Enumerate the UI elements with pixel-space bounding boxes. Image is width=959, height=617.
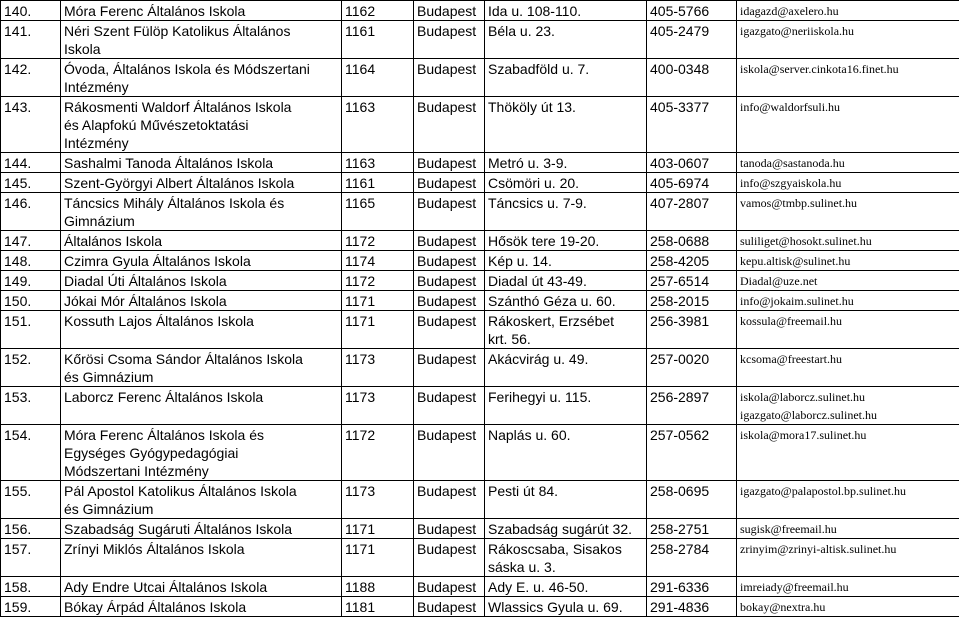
table-row bbox=[1, 251, 959, 271]
zip-code-cell: 1163 bbox=[342, 97, 414, 153]
phone-cell: 258-4205 bbox=[647, 251, 737, 271]
email-cell bbox=[737, 1, 959, 21]
zip-code-cell: 1173 bbox=[342, 349, 414, 387]
table-row bbox=[1, 271, 959, 291]
school-name-line: Diadal Úti Általános Iskola bbox=[64, 272, 338, 290]
school-name-cell bbox=[61, 519, 342, 539]
phone-cell: 258-2751 bbox=[647, 519, 737, 539]
zip-code-cell: 1161 bbox=[342, 21, 414, 59]
email-link[interactable]: tanoda@sastanoda.hu bbox=[740, 154, 956, 172]
school-name-cell bbox=[61, 291, 342, 311]
table-row bbox=[1, 21, 959, 59]
email-cell bbox=[737, 59, 959, 97]
table-row bbox=[1, 539, 959, 577]
school-name-line: és Alapfokú Művészetoktatási bbox=[64, 116, 338, 134]
phone-cell: 405-5766 bbox=[647, 1, 737, 21]
address-line: Rákoskert, Erzsébet bbox=[488, 312, 643, 330]
city-cell: Budapest bbox=[414, 21, 485, 59]
school-name-line: Móra Ferenc Általános Iskola bbox=[64, 2, 338, 20]
school-name-cell bbox=[61, 193, 342, 231]
school-name-line: Egységes Gyógypedagógiai bbox=[64, 444, 338, 462]
school-name-line: és Gimnázium bbox=[64, 368, 338, 386]
school-name-cell bbox=[61, 271, 342, 291]
school-name-cell bbox=[61, 153, 342, 173]
email-link[interactable]: vamos@tmbp.sulinet.hu bbox=[740, 194, 956, 212]
row-number-cell: 158. bbox=[1, 577, 61, 597]
email-cell bbox=[737, 539, 959, 577]
row-number-cell: 145. bbox=[1, 173, 61, 193]
phone-cell: 403-0607 bbox=[647, 153, 737, 173]
email-link[interactable]: igazgato@laborcz.sulinet.hu bbox=[740, 406, 956, 424]
city-cell: Budapest bbox=[414, 1, 485, 21]
address-line: Hősök tere 19-20. bbox=[488, 232, 643, 250]
row-number-cell: 153. bbox=[1, 387, 61, 425]
school-name-cell bbox=[61, 425, 342, 481]
address-line: krt. 56. bbox=[488, 330, 643, 348]
school-name-cell bbox=[61, 1, 342, 21]
zip-code-cell: 1172 bbox=[342, 425, 414, 481]
school-name-line: Szabadság Sugáruti Általános Iskola bbox=[64, 520, 338, 538]
zip-code-cell: 1161 bbox=[342, 173, 414, 193]
zip-code-cell: 1162 bbox=[342, 1, 414, 21]
email-link[interactable]: imreiady@freemail.hu bbox=[740, 578, 956, 596]
row-number-cell: 157. bbox=[1, 539, 61, 577]
address-line: Szabadság sugárút 32. bbox=[488, 520, 643, 538]
email-link[interactable]: Diadal@uze.net bbox=[740, 272, 956, 290]
school-name-line: és Gimnázium bbox=[64, 500, 338, 518]
zip-code-cell: 1163 bbox=[342, 153, 414, 173]
school-name-cell bbox=[61, 97, 342, 153]
school-name-cell bbox=[61, 539, 342, 577]
table-row bbox=[1, 425, 959, 481]
phone-cell: 256-2897 bbox=[647, 387, 737, 425]
school-name-cell bbox=[61, 173, 342, 193]
row-number-cell: 150. bbox=[1, 291, 61, 311]
email-link[interactable]: igazgato@neriiskola.hu bbox=[740, 22, 956, 40]
school-name-cell bbox=[61, 59, 342, 97]
school-name-line: Pál Apostol Katolikus Általános Iskola bbox=[64, 482, 338, 500]
email-cell bbox=[737, 21, 959, 59]
email-cell bbox=[737, 311, 959, 349]
table-row bbox=[1, 231, 959, 251]
email-link[interactable]: zrinyim@zrinyi-altisk.sulinet.hu bbox=[740, 540, 956, 558]
email-cell bbox=[737, 231, 959, 251]
address-cell bbox=[485, 291, 647, 311]
school-name-line: Óvoda, Általános Iskola és Módszertani bbox=[64, 60, 338, 78]
address-cell bbox=[485, 271, 647, 291]
city-cell: Budapest bbox=[414, 97, 485, 153]
city-cell: Budapest bbox=[414, 311, 485, 349]
phone-cell: 258-2784 bbox=[647, 539, 737, 577]
address-cell bbox=[485, 311, 647, 349]
row-number-cell: 140. bbox=[1, 1, 61, 21]
table-row bbox=[1, 97, 959, 153]
row-number-cell: 151. bbox=[1, 311, 61, 349]
address-line: Naplás u. 60. bbox=[488, 426, 643, 444]
address-cell bbox=[485, 425, 647, 481]
table-row bbox=[1, 349, 959, 387]
address-line: Ady E. u. 46-50. bbox=[488, 578, 643, 596]
table-row bbox=[1, 153, 959, 173]
zip-code-cell: 1171 bbox=[342, 519, 414, 539]
email-link[interactable]: iskola@server.cinkota16.finet.hu bbox=[740, 60, 956, 78]
school-name-line: Bókay Árpád Általános Iskola bbox=[64, 598, 338, 616]
city-cell: Budapest bbox=[414, 59, 485, 97]
phone-cell: 258-2015 bbox=[647, 291, 737, 311]
zip-code-cell: 1188 bbox=[342, 577, 414, 597]
school-name-line: Zrínyi Miklós Általános Iskola bbox=[64, 540, 338, 558]
zip-code-cell: 1171 bbox=[342, 291, 414, 311]
address-line: Pesti út 84. bbox=[488, 482, 643, 500]
table-row bbox=[1, 519, 959, 539]
email-link[interactable]: iskola@laborcz.sulinet.hu bbox=[740, 388, 956, 406]
email-cell bbox=[737, 291, 959, 311]
table-row bbox=[1, 291, 959, 311]
email-cell bbox=[737, 153, 959, 173]
row-number-cell: 152. bbox=[1, 349, 61, 387]
phone-cell: 258-0688 bbox=[647, 231, 737, 251]
email-cell bbox=[737, 271, 959, 291]
school-name-line: Móra Ferenc Általános Iskola és bbox=[64, 426, 338, 444]
phone-cell: 405-6974 bbox=[647, 173, 737, 193]
row-number-cell: 146. bbox=[1, 193, 61, 231]
address-line: Csömöri u. 20. bbox=[488, 174, 643, 192]
phone-cell: 257-0562 bbox=[647, 425, 737, 481]
address-cell bbox=[485, 193, 647, 231]
email-link[interactable]: info@jokaim.sulinet.hu bbox=[740, 292, 956, 310]
address-cell bbox=[485, 231, 647, 251]
city-cell: Budapest bbox=[414, 519, 485, 539]
email-cell bbox=[737, 173, 959, 193]
email-cell bbox=[737, 577, 959, 597]
email-cell bbox=[737, 251, 959, 271]
city-cell: Budapest bbox=[414, 153, 485, 173]
address-cell bbox=[485, 519, 647, 539]
address-cell bbox=[485, 597, 647, 617]
email-link[interactable]: bokay@nextra.hu bbox=[740, 598, 956, 616]
email-link[interactable]: kepu.altisk@sulinet.hu bbox=[740, 252, 956, 270]
address-line: Szabadföld u. 7. bbox=[488, 60, 643, 78]
zip-code-cell: 1172 bbox=[342, 231, 414, 251]
email-cell bbox=[737, 193, 959, 231]
zip-code-cell: 1173 bbox=[342, 481, 414, 519]
city-cell: Budapest bbox=[414, 349, 485, 387]
table-row bbox=[1, 59, 959, 97]
school-name-cell bbox=[61, 21, 342, 59]
email-cell bbox=[737, 349, 959, 387]
city-cell: Budapest bbox=[414, 481, 485, 519]
city-cell: Budapest bbox=[414, 291, 485, 311]
school-name-line: Rákosmenti Waldorf Általános Iskola bbox=[64, 98, 338, 116]
phone-cell: 400-0348 bbox=[647, 59, 737, 97]
address-line: Wlassics Gyula u. 69. bbox=[488, 598, 643, 616]
address-cell bbox=[485, 97, 647, 153]
row-number-cell: 147. bbox=[1, 231, 61, 251]
school-name-line: Általános Iskola bbox=[64, 232, 338, 250]
city-cell: Budapest bbox=[414, 271, 485, 291]
table-row bbox=[1, 387, 959, 425]
phone-cell: 405-3377 bbox=[647, 97, 737, 153]
school-name-line: Szent-Györgyi Albert Általános Iskola bbox=[64, 174, 338, 192]
address-cell bbox=[485, 539, 647, 577]
city-cell: Budapest bbox=[414, 193, 485, 231]
address-line: Ida u. 108-110. bbox=[488, 2, 643, 20]
school-name-cell bbox=[61, 311, 342, 349]
row-number-cell: 144. bbox=[1, 153, 61, 173]
email-cell bbox=[737, 481, 959, 519]
address-cell bbox=[485, 173, 647, 193]
school-name-line: Intézmény bbox=[64, 78, 338, 96]
row-number-cell: 141. bbox=[1, 21, 61, 59]
row-number-cell: 159. bbox=[1, 597, 61, 617]
phone-cell: 257-0020 bbox=[647, 349, 737, 387]
school-name-line: Ady Endre Utcai Általános Iskola bbox=[64, 578, 338, 596]
zip-code-cell: 1165 bbox=[342, 193, 414, 231]
address-line: Thököly út 13. bbox=[488, 98, 643, 116]
school-name-line: Intézmény bbox=[64, 134, 338, 152]
table-row bbox=[1, 1, 959, 21]
address-line: Szánthó Géza u. 60. bbox=[488, 292, 643, 310]
school-name-line: Néri Szent Fülöp Katolikus Általános bbox=[64, 22, 338, 40]
table-row bbox=[1, 311, 959, 349]
school-name-cell bbox=[61, 251, 342, 271]
address-cell bbox=[485, 21, 647, 59]
city-cell: Budapest bbox=[414, 539, 485, 577]
email-link[interactable]: sugisk@freemail.hu bbox=[740, 520, 956, 538]
zip-code-cell: 1171 bbox=[342, 539, 414, 577]
phone-cell: 407-2807 bbox=[647, 193, 737, 231]
address-cell bbox=[485, 387, 647, 425]
row-number-cell: 148. bbox=[1, 251, 61, 271]
address-cell bbox=[485, 577, 647, 597]
zip-code-cell: 1173 bbox=[342, 387, 414, 425]
school-name-line: Czimra Gyula Általános Iskola bbox=[64, 252, 338, 270]
email-link[interactable]: kcsoma@freestart.hu bbox=[740, 350, 956, 368]
phone-cell: 258-0695 bbox=[647, 481, 737, 519]
city-cell: Budapest bbox=[414, 387, 485, 425]
email-cell bbox=[737, 519, 959, 539]
address-cell bbox=[485, 481, 647, 519]
email-link[interactable]: info@szgyaiskola.hu bbox=[740, 174, 956, 192]
city-cell: Budapest bbox=[414, 425, 485, 481]
address-line: Akácvirág u. 49. bbox=[488, 350, 643, 368]
address-cell bbox=[485, 349, 647, 387]
row-number-cell: 154. bbox=[1, 425, 61, 481]
school-name-cell bbox=[61, 481, 342, 519]
row-number-cell: 149. bbox=[1, 271, 61, 291]
school-name-line: Kossuth Lajos Általános Iskola bbox=[64, 312, 338, 330]
table-body bbox=[1, 1, 959, 617]
row-number-cell: 155. bbox=[1, 481, 61, 519]
email-link[interactable]: iskola@mora17.sulinet.hu bbox=[740, 426, 956, 444]
city-cell: Budapest bbox=[414, 173, 485, 193]
address-line: Diadal út 43-49. bbox=[488, 272, 643, 290]
school-name-line: Jókai Mór Általános Iskola bbox=[64, 292, 338, 310]
school-name-cell bbox=[61, 231, 342, 251]
table-row bbox=[1, 597, 959, 617]
school-name-cell bbox=[61, 349, 342, 387]
zip-code-cell: 1174 bbox=[342, 251, 414, 271]
address-line: Rákoscsaba, Sisakos bbox=[488, 540, 643, 558]
email-cell bbox=[737, 597, 959, 617]
table-row bbox=[1, 577, 959, 597]
email-link[interactable]: igazgato@palapostol.bp.sulinet.hu bbox=[740, 482, 956, 500]
zip-code-cell: 1172 bbox=[342, 271, 414, 291]
school-name-line: Táncsics Mihály Általános Iskola és bbox=[64, 194, 338, 212]
email-link[interactable]: kossula@freemail.hu bbox=[740, 312, 956, 330]
school-name-cell bbox=[61, 387, 342, 425]
table-row bbox=[1, 173, 959, 193]
phone-cell: 256-3981 bbox=[647, 311, 737, 349]
zip-code-cell: 1164 bbox=[342, 59, 414, 97]
table-row bbox=[1, 481, 959, 519]
phone-cell: 257-6514 bbox=[647, 271, 737, 291]
email-link[interactable]: suliliget@hosokt.sulinet.hu bbox=[740, 232, 956, 250]
school-name-cell bbox=[61, 577, 342, 597]
email-cell bbox=[737, 387, 959, 425]
email-link[interactable]: idagazd@axelero.hu bbox=[740, 2, 956, 20]
city-cell: Budapest bbox=[414, 597, 485, 617]
school-name-cell bbox=[61, 597, 342, 617]
school-name-line: Iskola bbox=[64, 40, 338, 58]
zip-code-cell: 1171 bbox=[342, 311, 414, 349]
address-line: Ferihegyi u. 115. bbox=[488, 388, 643, 406]
address-cell bbox=[485, 251, 647, 271]
address-cell bbox=[485, 153, 647, 173]
address-line: Béla u. 23. bbox=[488, 22, 643, 40]
table-row bbox=[1, 193, 959, 231]
zip-code-cell: 1181 bbox=[342, 597, 414, 617]
row-number-cell: 142. bbox=[1, 59, 61, 97]
city-cell: Budapest bbox=[414, 231, 485, 251]
school-name-line: Laborcz Ferenc Általános Iskola bbox=[64, 388, 338, 406]
city-cell: Budapest bbox=[414, 251, 485, 271]
row-number-cell: 156. bbox=[1, 519, 61, 539]
email-cell bbox=[737, 97, 959, 153]
phone-cell: 291-6336 bbox=[647, 577, 737, 597]
school-name-line: Módszertani Intézmény bbox=[64, 462, 338, 480]
phone-cell: 405-2479 bbox=[647, 21, 737, 59]
address-line: sáska u. 3. bbox=[488, 558, 643, 576]
address-cell bbox=[485, 1, 647, 21]
school-name-line: Gimnázium bbox=[64, 212, 338, 230]
school-name-line: Kőrösi Csoma Sándor Általános Iskola bbox=[64, 350, 338, 368]
email-link[interactable]: info@waldorfsuli.hu bbox=[740, 98, 956, 116]
email-cell bbox=[737, 425, 959, 481]
address-line: Táncsics u. 7-9. bbox=[488, 194, 643, 212]
phone-cell: 291-4836 bbox=[647, 597, 737, 617]
row-number-cell: 143. bbox=[1, 97, 61, 153]
city-cell: Budapest bbox=[414, 577, 485, 597]
school-name-line: Sashalmi Tanoda Általános Iskola bbox=[64, 154, 338, 172]
address-line: Metró u. 3-9. bbox=[488, 154, 643, 172]
address-line: Kép u. 14. bbox=[488, 252, 643, 270]
address-cell bbox=[485, 59, 647, 97]
